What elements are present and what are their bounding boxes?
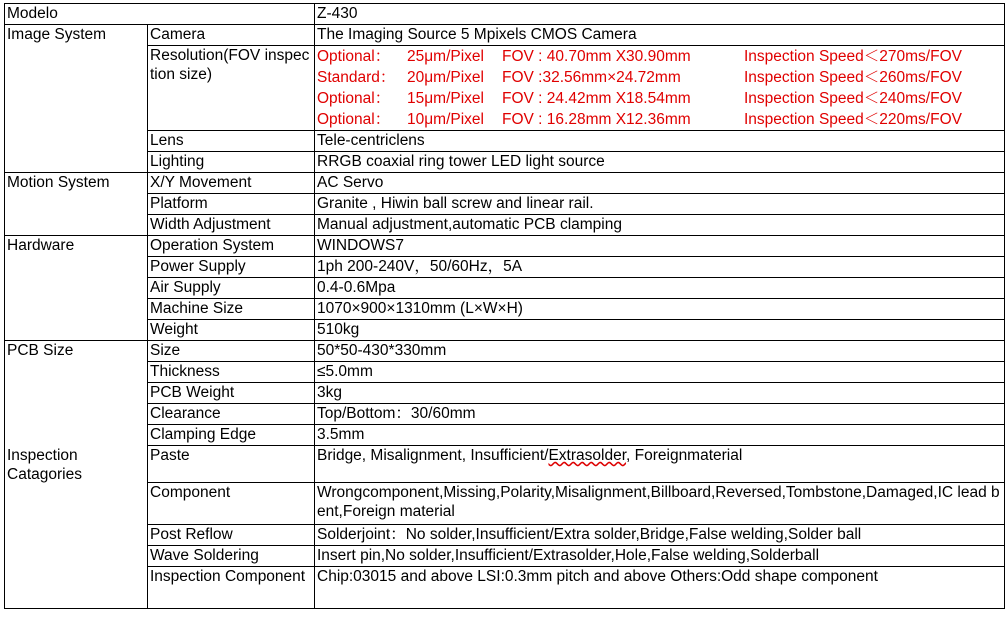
lens-value: Tele-centriclens (315, 131, 1005, 152)
air-value: 0.4-0.6Mpa (315, 278, 1005, 299)
pcb-size-value: 50*50-430*330mm (315, 341, 1005, 362)
post-reflow-value: Solderjoint：No solder,Insufficient/Extra solder,Bridge,False welding,Solder ball (315, 525, 1005, 546)
camera-label: Camera (148, 25, 315, 46)
power-label: Power Supply (148, 257, 315, 278)
section-motion-system: Motion System (5, 173, 148, 236)
row-component (5, 483, 1005, 525)
row-machine-size (5, 299, 1005, 320)
platform-label: Platform (148, 194, 315, 215)
wave-label: Wave Soldering (148, 546, 315, 567)
clearance-value: Top/Bottom：30/60mm (315, 404, 1005, 425)
lighting-label: Lighting (148, 152, 315, 173)
section-hardware: Hardware (5, 236, 148, 341)
section-inspection-categories: Inspection Catagories (7, 447, 82, 483)
row-lens (5, 131, 1005, 152)
wave-value: Insert pin,No solder,Insufficient/Extrasolder,Hole,False welding,Solderball (315, 546, 1005, 567)
lens-label: Lens (148, 131, 315, 152)
os-label: Operation System (148, 236, 315, 257)
os-value: WINDOWS7 (315, 236, 1005, 257)
component-label: Component (148, 483, 315, 525)
row-air (5, 278, 1005, 299)
machine-size-label: Machine Size (148, 299, 315, 320)
resolution-row: Standard： 20μm/Pixel FOV :32.56mm×24.72mm Inspection Speed＜260ms/FOV (317, 69, 962, 86)
air-label: Air Supply (148, 278, 315, 299)
row-lighting (5, 152, 1005, 173)
pcb-size-label: Size (148, 341, 315, 362)
xy-value: AC Servo (315, 173, 1005, 194)
component-value: Wrongcomponent,Missing,Polarity,Misalignment,Billboard,Reversed,Tombstone,Damaged,IC lead bent,Foreign material (315, 483, 1005, 525)
insp-component-value: Chip:03015 and above LSI:0.3mm pitch and above Others:Odd shape component (315, 567, 1005, 609)
pcb-weight-label: PCB Weight (148, 383, 315, 404)
section-pcb-inspection (5, 341, 148, 609)
clamping-label: Clamping Edge (148, 425, 315, 446)
resolution-values (315, 46, 1005, 131)
xy-label: X/Y Movement (148, 173, 315, 194)
row-clamping (5, 425, 1005, 446)
row-model (5, 4, 1005, 25)
row-resolution (5, 46, 1005, 131)
thickness-label: Thickness (148, 362, 315, 383)
clearance-label: Clearance (148, 404, 315, 425)
clamping-value: 3.5mm (315, 425, 1005, 446)
row-post-reflow (5, 525, 1005, 546)
width-value: Manual adjustment,automatic PCB clamping (315, 215, 1005, 236)
paste-value: Bridge, Misalignment, Insufficient/Extrasolder, Foreignmaterial (315, 446, 1005, 483)
row-xy (5, 173, 1005, 194)
model-label: Modelo (5, 4, 315, 25)
row-inspection-component (5, 567, 1005, 609)
section-image-system: Image System (5, 25, 148, 173)
row-weight (5, 320, 1005, 341)
row-pcb-weight (5, 383, 1005, 404)
resolution-row: Optional： 25μm/Pixel FOV : 40.70mm X30.90mm Inspection Speed＜270ms/FOV (317, 48, 962, 65)
machine-size-value: 1070×900×1310mm (L×W×H) (315, 299, 1005, 320)
row-os (5, 236, 1005, 257)
row-thickness (5, 362, 1005, 383)
section-pcb-size: PCB Size (7, 342, 74, 359)
spec-table (4, 3, 1005, 609)
model-value: Z-430 (315, 4, 1005, 25)
row-camera (5, 25, 1005, 46)
weight-label: Weight (148, 320, 315, 341)
platform-value: Granite , Hiwin ball screw and linear rail. (315, 194, 1005, 215)
row-clearance (5, 404, 1005, 425)
row-pcb-size (5, 341, 1005, 362)
thickness-value: ≤5.0mm (315, 362, 1005, 383)
weight-value: 510kg (315, 320, 1005, 341)
row-power (5, 257, 1005, 278)
row-width-adjust (5, 215, 1005, 236)
resolution-row: Optional： 15μm/Pixel FOV : 24.42mm X18.54mm Inspection Speed＜240ms/FOV (317, 90, 962, 107)
resolution-row: Optional： 10μm/Pixel FOV : 16.28mm X12.36mm Inspection Speed＜220ms/FOV (317, 111, 962, 128)
row-paste (5, 446, 1005, 483)
width-label: Width Adjustment (148, 215, 315, 236)
post-reflow-label: Post Reflow (148, 525, 315, 546)
resolution-label: Resolution(FOV inspection size) (148, 46, 315, 131)
row-wave-soldering (5, 546, 1005, 567)
insp-component-label: Inspection Component (148, 567, 315, 609)
row-platform (5, 194, 1005, 215)
pcb-weight-value: 3kg (315, 383, 1005, 404)
lighting-value: RRGB coaxial ring tower LED light source (315, 152, 1005, 173)
camera-value: The Imaging Source 5 Mpixels CMOS Camera (315, 25, 1005, 46)
power-value: 1ph 200-240V，50/60Hz，5A (315, 257, 1005, 278)
paste-label: Paste (148, 446, 315, 483)
